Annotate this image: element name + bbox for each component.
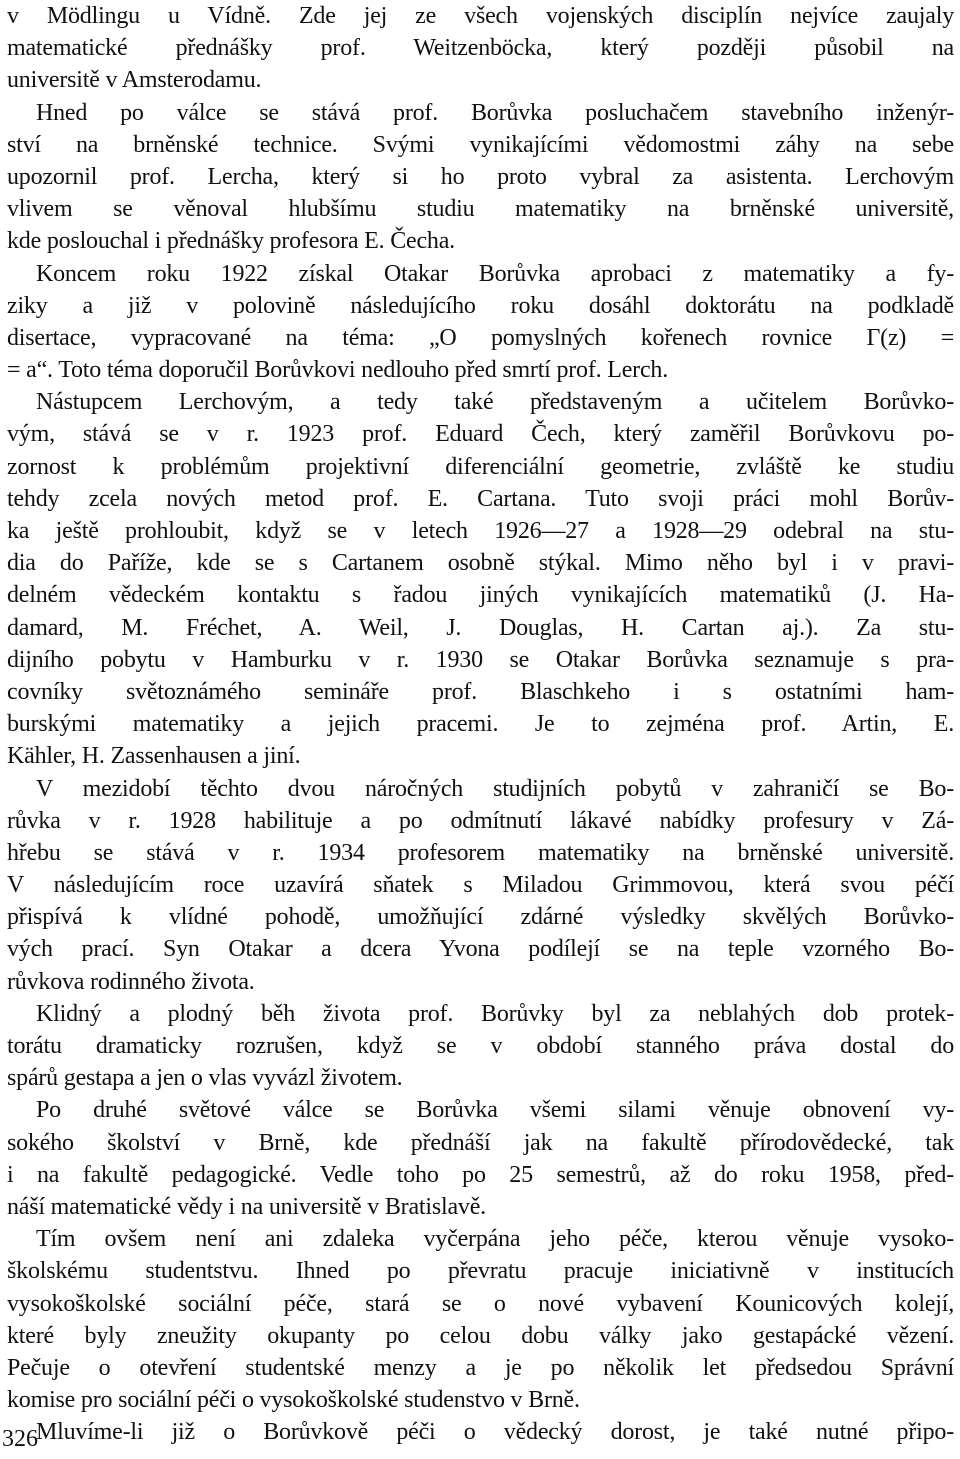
text-line: delném vědeckém kontaktu s řadou jiných vynikajících matematiků (J. Ha- xyxy=(7,582,954,609)
text-line: hřebu se stává v r. 1934 profesorem matematiky na brněnské universitě. xyxy=(7,839,954,866)
text-line: tehdy zcela nových metod prof. E. Cartana. Tuto svoji práci mohl Borův- xyxy=(7,485,954,512)
text-line: dia do Paříže, kde se s Cartanem osobně stýkal. Mimo něho byl i v pravi- xyxy=(7,550,954,577)
text-line: Pečuje o otevření studentské menzy a je po několik let předsedou Správní xyxy=(7,1354,954,1381)
text-line: ziky a již v polovině následujícího roku dosáhl doktorátu na podkladě xyxy=(7,292,954,319)
text-line: přispívá k vlídné pohodě, umožňující zdárné výsledky skvělých Borůvko- xyxy=(7,904,954,931)
text-line: Hned po válce se stává prof. Borůvka posluchačem stavebního inženýr- xyxy=(36,99,954,126)
text-line: Po druhé světové válce se Borůvka všemi silami věnuje obnovení vy- xyxy=(36,1097,954,1124)
text-line: universitě v Amsterodamu. xyxy=(7,67,262,94)
page-number: 326 xyxy=(2,1426,38,1452)
text-line: v Mödlingu u Vídně. Zde jej ze všech vojenských disciplín nejvíce zaujaly xyxy=(7,3,954,29)
text-line: covníky světoznámého semináře prof. Blaschkeho i s ostatními ham- xyxy=(7,678,954,705)
text-line: torátu dramaticky rozrušen, když se v období stanného práva dostal do xyxy=(7,1033,954,1059)
text-line: i na fakultě pedagogické. Vedle toho po 25 semestrů, až do roku 1958, před- xyxy=(7,1161,954,1188)
text-line: = a“. Toto téma doporučil Borůvkovi nedlouho před smrtí prof. Lerch. xyxy=(7,357,668,384)
text-line: matematické přednášky prof. Weitzenböcka, který později působil na xyxy=(7,35,954,62)
text-line: které byly zneužity okupanty po celou dobu války jako gestapácké vězení. xyxy=(7,1322,954,1349)
text-line: vých prací. Syn Otakar a dcera Yvona podílejí se na teple vzorného Bo- xyxy=(7,936,954,963)
text-line: damard, M. Fréchet, A. Weil, J. Douglas, H. Cartan aj.). Za stu- xyxy=(7,614,954,641)
text-line: Tím ovšem není ani zdaleka vyčerpána jeho péče, kterou věnuje vysoko- xyxy=(36,1226,954,1253)
text-line: vlivem se věnoval hlubšímu studiu matematiky na brněnské universitě, xyxy=(7,196,954,223)
body-text xyxy=(7,0,954,1448)
text-line: Klidný a plodný běh života prof. Borůvky byl za neblahých dob protek- xyxy=(36,1000,954,1027)
text-line: Nástupcem Lerchovým, a tedy také představeným a učitelem Borůvko- xyxy=(36,389,954,416)
text-line: sokého školství v Brně, kde přednáší jak na fakultě přírodovědecké, tak xyxy=(7,1129,954,1156)
text-line: upozornil prof. Lercha, který si ho proto vybral za asistenta. Lerchovým xyxy=(7,163,954,190)
text-line: kde poslouchal i přednášky profesora E. Čecha. xyxy=(7,228,455,255)
text-line: Kähler, H. Zassenhausen a jiní. xyxy=(7,743,301,770)
text-line: ka ještě prohloubit, když se v letech 1926—27 a 1928—29 odebral na stu- xyxy=(7,518,954,544)
text-line: vým, stává se v r. 1923 prof. Eduard Čech, který zaměřil Borůvkovu po- xyxy=(7,421,954,448)
text-line: V následujícím roce uzavírá sňatek s Miladou Grimmovou, která svou péčí xyxy=(7,872,954,899)
text-line: komise pro sociální péči o vysokoškolské studenstvo v Brně. xyxy=(7,1387,580,1414)
text-line: vysokoškolské sociální péče, stará se o nové vybavení Kounicových kolejí, xyxy=(7,1290,954,1317)
text-line: spárů gestapa a jen o vlas vyvázl životem. xyxy=(7,1065,403,1092)
text-line: dijního pobytu v Hamburku v r. 1930 se Otakar Borůvka seznamuje s pra- xyxy=(7,646,954,673)
text-line: růvka v r. 1928 habilituje a po odmítnutí lákavé nabídky profesury v Zá- xyxy=(7,807,954,834)
text-line: V mezidobí těchto dvou náročných studijních pobytů v zahraničí se Bo- xyxy=(36,775,954,802)
text-line: zornost k problémům projektivní diferenciální geometrie, zvláště ke studiu xyxy=(7,453,954,480)
text-line: disertace, vypracované na téma: „O pomyslných kořenech rovnice Γ(z) = xyxy=(7,324,954,351)
text-line: burskými matematiky a jejich pracemi. Je to zejména prof. Artin, E. xyxy=(7,711,954,738)
text-line: Koncem roku 1922 získal Otakar Borůvka aprobaci z matematiky a fy- xyxy=(36,260,954,287)
text-line: růvkova rodinného života. xyxy=(7,968,255,995)
text-line: Mluvíme-li již o Borůvkově péči o vědecký dorost, je také nutné připo- xyxy=(36,1419,954,1446)
text-line: školskému studentstvu. Ihned po převratu pracuje iniciativně v institucích xyxy=(7,1258,954,1285)
text-line: náší matematické vědy i na universitě v Bratislavě. xyxy=(7,1193,486,1220)
text-line: ství na brněnské technice. Svými vynikajícími vědomostmi záhy na sebe xyxy=(7,131,954,158)
